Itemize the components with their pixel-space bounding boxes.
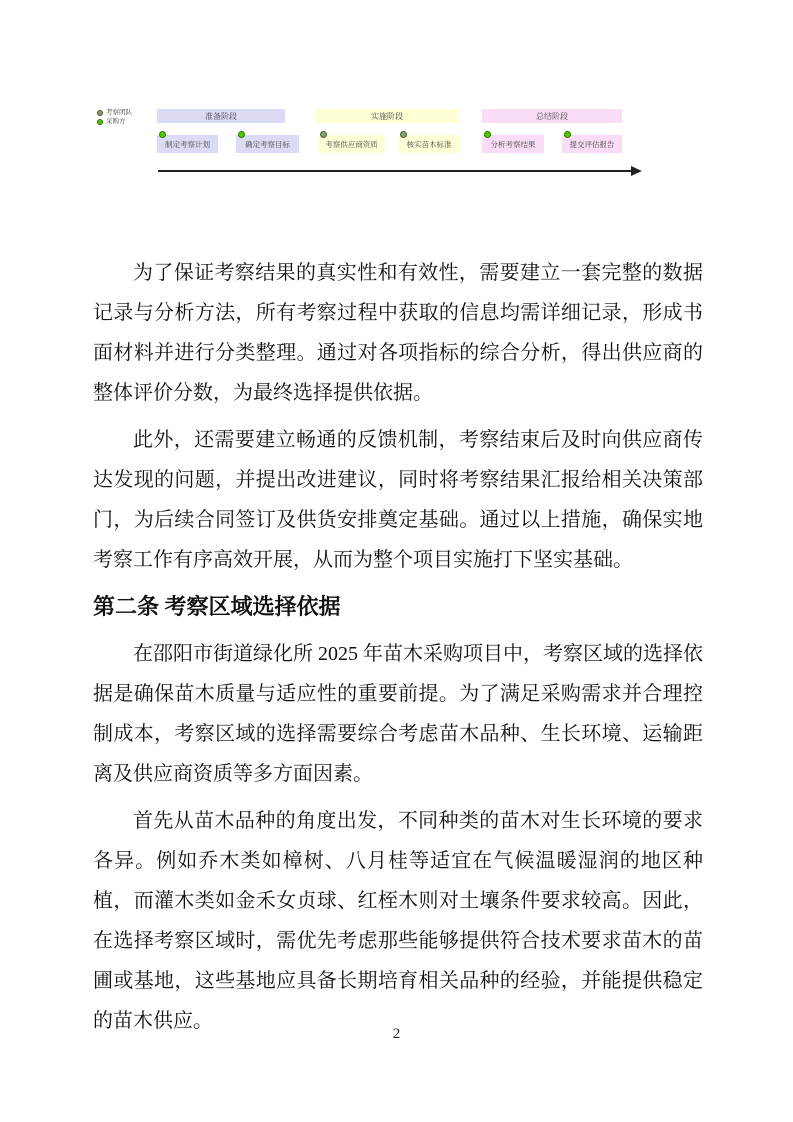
actor-dot-icon bbox=[564, 131, 571, 138]
page-number: 2 bbox=[392, 1026, 401, 1042]
timeline-diagram bbox=[95, 105, 655, 185]
task-make-inspection-plan: 制定考察计划 bbox=[157, 135, 218, 153]
paragraph-data-recording: 为了保证考察结果的真实性和有效性，需要建立一套完整的数据记录与分析方法，所有考察过程中获取的信息均需详细记录，形成书面材料并进行分类整理。通过对各项指标的综合分析，得出供应商的整体评价分数，为最终选择提供依据。 bbox=[93, 262, 703, 404]
phase-header-summary: 总结阶段 bbox=[482, 109, 622, 123]
task-verify-seedling-standard: 核实苗木标准 bbox=[398, 135, 460, 153]
paragraph-seedling-varieties: 首先从苗木品种的角度出发，不同种类的苗木对生长环境的要求各异。例如乔木类如樟树、八月桂等适宜在气候温暖湿润的地区种植，而灌木类如金禾女贞球、红桎木则对土壤条件要求较高。因此，在选择考察区域时，需优先考虑那些能够提供符合技术要求苗木的苗圃或基地，这些基地应具备长期培育相关品种的经验，并能提供稳定的苗木供应。 bbox=[93, 810, 703, 1032]
legend-item-purchaser bbox=[97, 117, 132, 126]
legend-dot-icon bbox=[97, 110, 103, 116]
actor-dot-icon bbox=[159, 131, 166, 138]
diagram-legend bbox=[97, 108, 132, 126]
actor-dot-icon bbox=[238, 131, 245, 138]
paragraph-feedback-mechanism: 此外，还需要建立畅通的反馈机制，考察结束后及时向供应商传达发现的问题，并提出改进建议，同时将考察结果汇报给相关决策部门，为后续合同签订及供货安排奠定基础。通过以上措施，确保实地考察工作有序高效开展，从而为整个项目实施打下坚实基础。 bbox=[93, 429, 703, 571]
phase-header-preparation: 准备阶段 bbox=[157, 109, 285, 123]
timeline-arrow bbox=[158, 170, 631, 172]
task-set-inspection-targets: 确定考察目标 bbox=[236, 135, 299, 153]
task-submit-evaluation-report: 提交评估报告 bbox=[562, 135, 622, 153]
task-analyze-inspection-results: 分析考察结果 bbox=[482, 135, 544, 153]
document-body bbox=[93, 253, 703, 1048]
legend-label: 采购方 bbox=[106, 117, 126, 125]
task-inspect-supplier-qualification: 考察供应商资质 bbox=[318, 135, 385, 153]
phase-header-implementation: 实施阶段 bbox=[315, 109, 459, 123]
actor-dot-icon bbox=[400, 131, 407, 138]
timeline-arrowhead-icon bbox=[631, 166, 642, 176]
legend-item-inspection-team bbox=[97, 108, 132, 117]
actor-dot-icon bbox=[484, 131, 491, 138]
paragraph-region-selection-basis: 在邵阳市街道绿化所 2025 年苗木采购项目中，考察区域的选择依据是确保苗木质量与适应性的重要前提。为了满足采购需求并合理控制成本，考察区域的选择需要综合考虑苗木品种、生长环境、运输距离及供应商资质等多方面因素。 bbox=[93, 643, 703, 785]
legend-dot-icon bbox=[97, 119, 103, 125]
legend-label: 考察团队 bbox=[106, 108, 132, 116]
actor-dot-icon bbox=[320, 131, 327, 138]
section-heading-article-2: 第二条 考察区域选择依据 bbox=[93, 594, 341, 619]
